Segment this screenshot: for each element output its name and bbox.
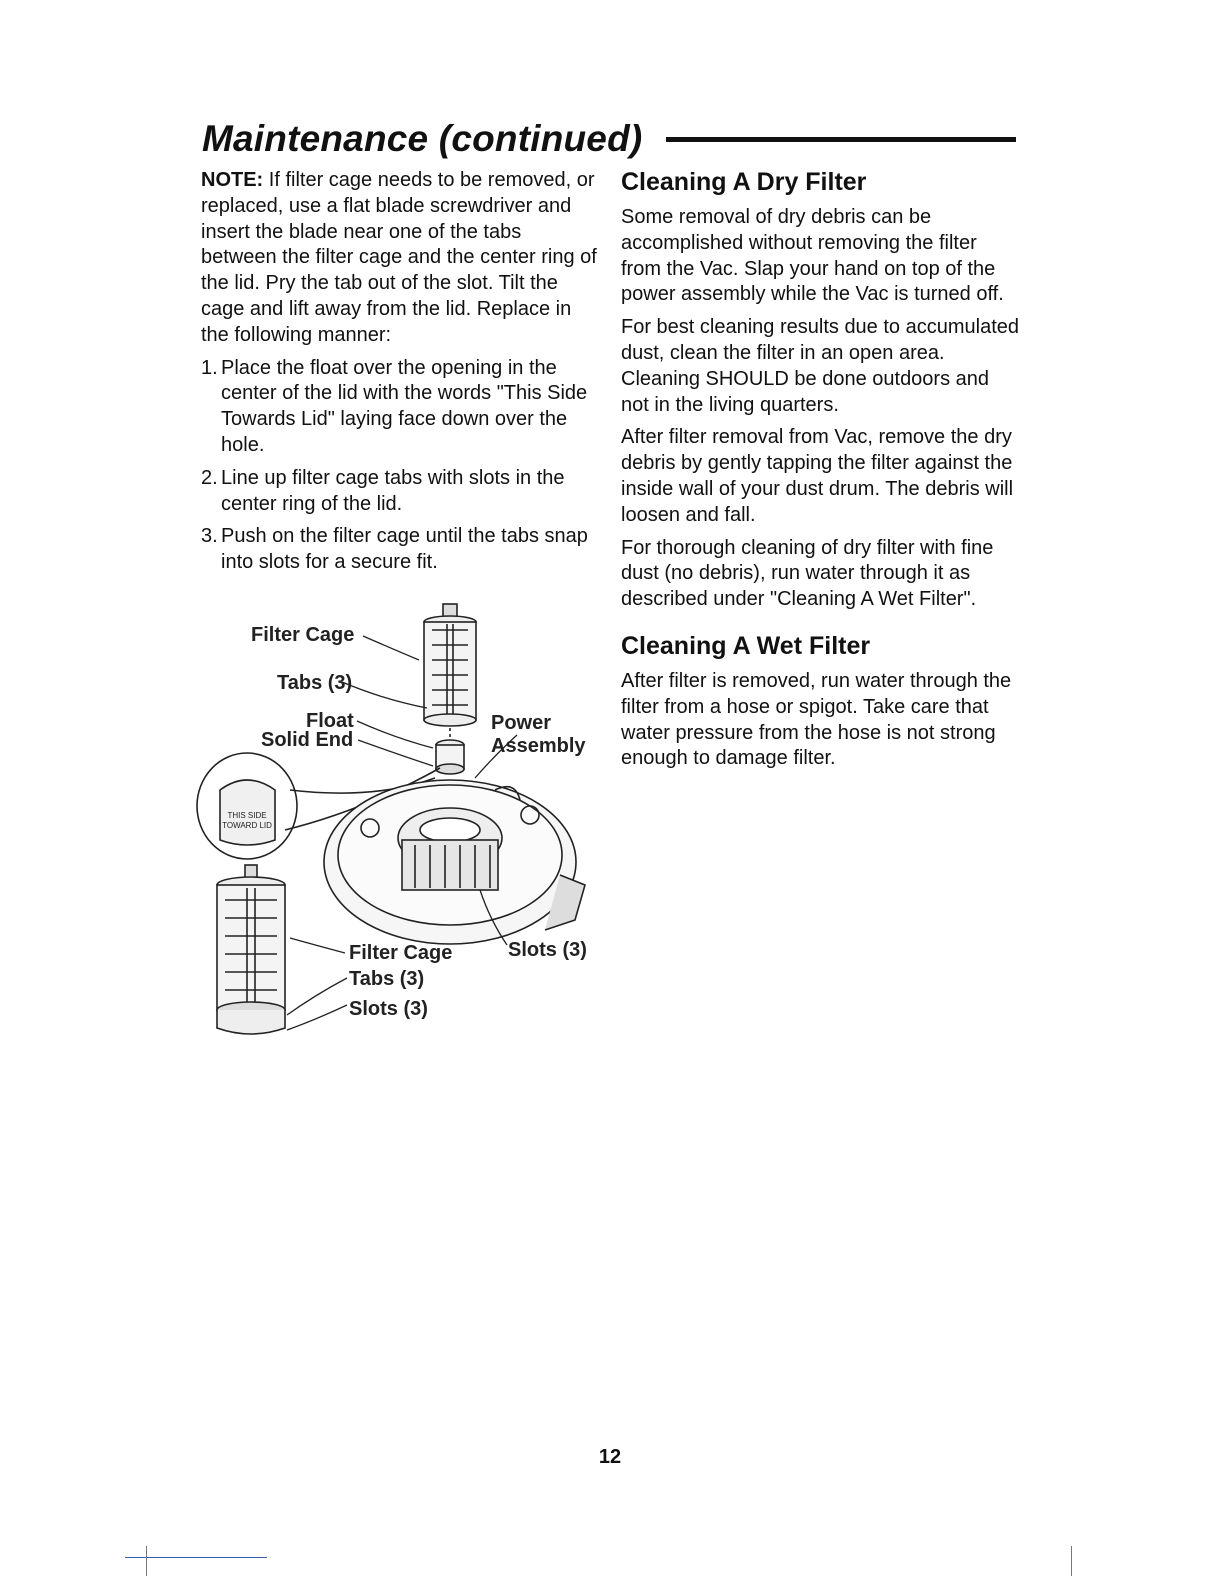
note-text: If filter cage needs to be removed, or replaced, use a flat blade screwdriver and insert the blade near one of the tabs between the filter cage and the center ring of the lid. Pry the tab out of the slot. Tilt the cage and lift away from the lid. Replace in the following manner: [201,169,597,346]
dry-paragraph: After filter removal from Vac, remove the dry debris by gently tapping the filter against the inside wall of your dust drum. The debris will loosen and fall. [621,426,1014,526]
wet-filter-heading: Cleaning A Wet Filter [621,631,871,660]
step-number: 3. [201,525,218,548]
label-tabs-bottom: Tabs (3) [349,968,425,990]
label-slots-right: Slots (3) [508,939,587,961]
title-rule [666,137,1016,142]
note-label: NOTE: [201,169,264,191]
step-text: Place the float over the opening in the center of the lid with the words "This Side Towards Lid" laying face down over the hole. [221,356,588,456]
float-print-line1: THIS SIDE [227,811,267,820]
label-float: Float [306,710,354,732]
filter-cage-top-drawing [424,604,476,726]
float-print [222,811,272,830]
label-tabs-top: Tabs (3) [277,672,353,694]
wet-paragraph: After filter is removed, run water through the filter from a hose or spigot. Take care that water pressure from the hose is not strong enough to damage filter. [621,669,1012,770]
step-text: Line up filter cage tabs with slots in the center ring of the lid. [221,466,565,515]
dry-paragraph: Some removal of dry debris can be accomplished without removing the filter from the Vac. Slap your hand on top of the power assembly while the Vac is turned off. [621,206,1004,306]
step-number: 2. [201,466,218,489]
dry-paragraph: For best cleaning results due to accumulated dust, clean the filter in an open area. Cleaning SHOULD be done outdoors and not in the living quarters. [621,316,1019,416]
label-solid-end: Solid End [261,729,354,751]
steps-list [201,356,601,576]
step-text: Push on the filter cage until the tabs snap into slots for a secure fit. [221,525,588,574]
label-assembly: Assembly [491,735,586,757]
label-power: Power [491,712,552,734]
left-column [201,168,601,583]
filter-cage-bottom-drawing [217,865,285,1034]
crop-mark-vertical [146,1546,147,1576]
note-paragraph [201,168,601,349]
dry-filter-heading: Cleaning A Dry Filter [621,168,867,196]
step-number: 1. [201,356,218,379]
step-item [201,524,601,576]
power-assembly-drawing [324,780,585,944]
float-drawing [436,728,464,774]
page-title: Maintenance (continued) [202,118,643,159]
step-item [201,466,601,518]
step-item [201,356,601,459]
float-print-line2: TOWARD LID [222,821,272,830]
label-slots-bottom: Slots (3) [349,998,428,1020]
page-number: 12 [598,1446,622,1468]
crop-mark-right [1071,1546,1072,1576]
label-filter-cage-bottom: Filter Cage [349,942,453,964]
filter-cage-diagram [195,600,605,1050]
right-column [621,167,1021,779]
label-filter-cage-top: Filter Cage [251,624,355,646]
dry-paragraph: For thorough cleaning of dry filter with fine dust (no debris), run water through it as described under "Cleaning A Wet Filter". [621,536,994,611]
